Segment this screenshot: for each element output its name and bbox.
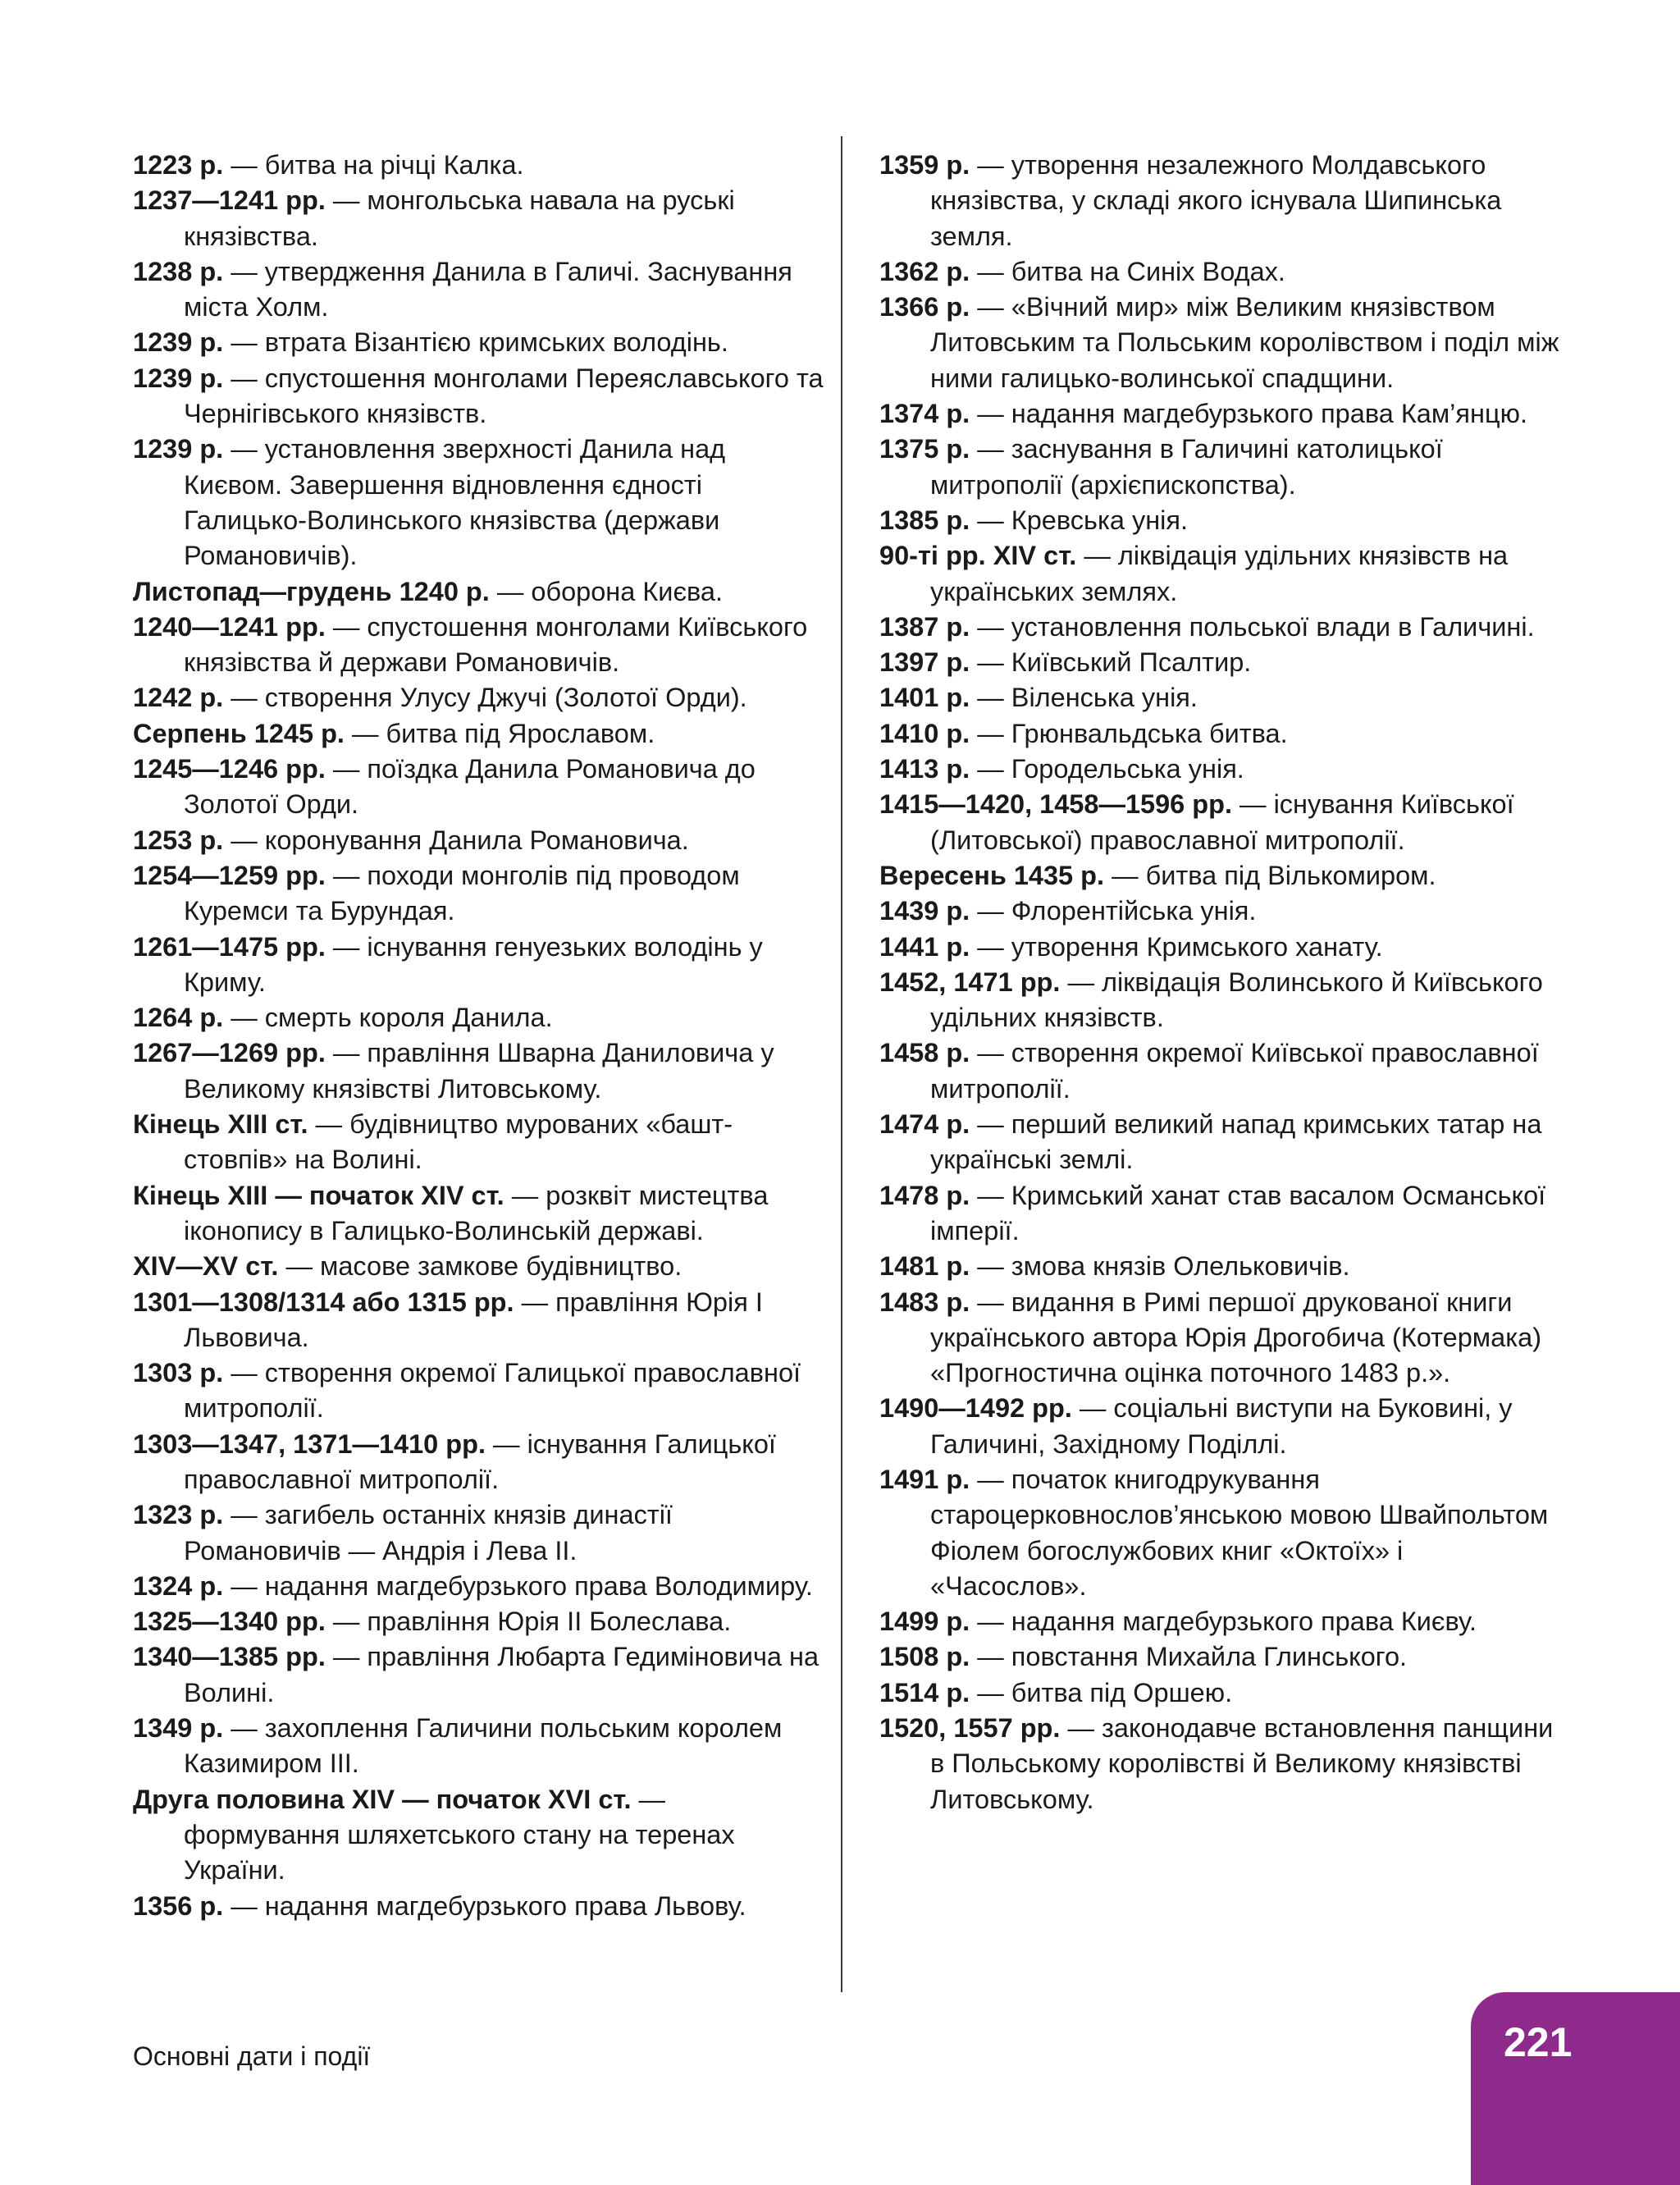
timeline-entry — [879, 396, 1560, 432]
entry-description: — спустошення монголами Переяславського та Чернігівського князівств. — [184, 363, 824, 429]
entry-date: 1483 р. — [879, 1287, 970, 1317]
timeline-entry — [133, 716, 826, 752]
footer-section-title: Основні дати і події — [133, 2041, 371, 2071]
entry-date: 1349 р. — [133, 1713, 224, 1744]
entry-description: — масове замкове будівництво. — [278, 1251, 682, 1282]
timeline-entry — [879, 787, 1560, 858]
timeline-entry — [133, 148, 826, 183]
entry-description: — утворення Кримського ханату. — [970, 931, 1383, 962]
entry-description: — Кревська унія. — [970, 505, 1189, 535]
timeline-entry — [133, 610, 826, 681]
entry-date: 1301—1308/1314 або 1315 рр. — [133, 1287, 514, 1317]
entry-date: 1324 р. — [133, 1570, 224, 1601]
entry-description: — монгольська навала на руські князівства. — [184, 185, 735, 251]
entry-description: — початок книгодрукування староцерковнослов’янською мовою Швайпольтом Фіолем богослужбових книг «Октоїх» і «Часослов». — [930, 1464, 1549, 1601]
timeline-entry — [879, 1178, 1560, 1250]
entry-date: 1303 р. — [133, 1358, 224, 1388]
entry-date: 1223 р. — [133, 150, 224, 180]
entry-description: — «Вічний мир» між Великим князівством Литовським та Польським королівством і поділ між ними галицько-волинської спадщини. — [930, 292, 1559, 393]
timeline-entry — [133, 680, 826, 715]
page-number-tab — [1471, 1992, 1680, 2185]
entry-description: — битва на Синіх Водах. — [970, 256, 1285, 286]
entry-date: 1253 р. — [133, 825, 224, 855]
entry-date: 1441 р. — [879, 931, 970, 962]
entry-description: — Віленська унія. — [970, 683, 1198, 713]
entry-date: 1240—1241 рр. — [133, 611, 326, 642]
entry-description: — ліквідація удільних князівств на українських землях. — [930, 541, 1509, 606]
entry-date: 1254—1259 рр. — [133, 860, 326, 890]
entry-description: — утвердження Данила в Галичі. Заснування міста Холм. — [184, 256, 792, 322]
timeline-entry — [879, 965, 1560, 1036]
page-number: 221 — [1504, 2019, 1573, 2065]
entry-date: 1239 р. — [133, 363, 224, 393]
timeline-entry — [133, 1000, 826, 1035]
entry-date: 1375 р. — [879, 434, 970, 464]
entry-date: 1439 р. — [879, 896, 970, 926]
timeline-entry — [133, 1782, 826, 1889]
entry-date: 1478 р. — [879, 1180, 970, 1210]
entry-date: 1474 р. — [879, 1109, 970, 1140]
entry-date: 1401 р. — [879, 683, 970, 713]
timeline-entry — [133, 1107, 826, 1178]
entry-date: 1514 р. — [879, 1677, 970, 1707]
entry-description: — спустошення монголами Київського князівства й держави Романовичів. — [184, 611, 808, 678]
timeline-entry — [133, 752, 826, 823]
entry-description: — перший великий напад кримських татар на українські землі. — [930, 1109, 1542, 1175]
timeline-entry — [133, 1035, 826, 1107]
entry-date: Серпень 1245 р. — [133, 718, 345, 748]
entry-description: — битва на річці Калка. — [223, 150, 524, 180]
entry-description: — смерть короля Данила. — [223, 1003, 553, 1033]
timeline-entry — [133, 1355, 826, 1427]
entry-description: — існування Київської (Литовської) православної митрополії. — [930, 789, 1514, 855]
timeline-entry — [133, 1249, 826, 1284]
entry-date: Листопад—грудень 1240 р. — [133, 576, 490, 606]
entry-date: 1356 р. — [133, 1890, 224, 1921]
timeline-entry — [133, 432, 826, 574]
timeline-entry — [879, 290, 1560, 396]
timeline-entry — [133, 1497, 826, 1569]
entry-description: — правління Шварна Даниловича у Великому князівстві Литовському. — [184, 1038, 774, 1104]
entry-description: — Флорентійська унія. — [970, 896, 1257, 926]
timeline-entry — [879, 610, 1560, 645]
timeline-entry — [879, 1675, 1560, 1711]
timeline-entry — [133, 930, 826, 1001]
entry-description: — оборона Києва. — [489, 576, 724, 606]
entry-description: — створення Улусу Джучі (Золотої Орди). — [223, 683, 747, 713]
entry-date: 1452, 1471 рр. — [879, 967, 1061, 997]
timeline-entry — [133, 1639, 826, 1711]
entry-description: — установлення польської влади в Галичині. — [970, 611, 1535, 642]
entry-date: 1415—1420, 1458—1596 рр. — [879, 789, 1233, 820]
timeline-entry — [879, 148, 1560, 254]
entry-date: Кінець XIII — початок XIV ст. — [133, 1180, 504, 1210]
entry-description: — захоплення Галичини польським королем Казимиром III. — [184, 1713, 783, 1779]
entry-description: — Городельська унія. — [970, 754, 1244, 784]
timeline-entry — [879, 680, 1560, 715]
entry-description: — установлення зверхності Данила над Києвом. Завершення відновлення єдності Галицько-Волинського князівства (держави Романовичів). — [184, 434, 726, 571]
timeline-entry — [133, 1711, 826, 1782]
entry-date: 1245—1246 рр. — [133, 754, 326, 784]
entry-description: — битва під Оршею. — [970, 1677, 1233, 1707]
timeline-entry — [879, 1285, 1560, 1392]
entry-date: 1340—1385 рр. — [133, 1642, 326, 1672]
timeline-entry — [879, 894, 1560, 929]
timeline-entry — [879, 858, 1560, 894]
entry-date: 1323 р. — [133, 1500, 224, 1530]
entry-date: 1374 р. — [879, 399, 970, 429]
column-divider — [841, 136, 842, 1992]
entry-description: — будівництво мурованих «башт-стовпів» на Волині. — [184, 1109, 733, 1175]
entry-description: — надання магдебурзького права Києву. — [970, 1607, 1477, 1637]
entry-description: — законодавче встановлення панщини в Польському королівстві й Великому князівстві Литовському. — [930, 1713, 1554, 1814]
entry-date: 1303—1347, 1371—1410 рр. — [133, 1428, 486, 1459]
timeline-entry — [133, 361, 826, 432]
timeline-entry — [133, 1889, 826, 1924]
timeline-entry — [879, 432, 1560, 503]
timeline-entry — [879, 254, 1560, 290]
entry-date: 1239 р. — [133, 434, 224, 464]
entry-date: 1238 р. — [133, 256, 224, 286]
timeline-entry — [879, 1639, 1560, 1675]
entry-date: 1387 р. — [879, 611, 970, 642]
entry-date: 1385 р. — [879, 505, 970, 535]
timeline-entry — [879, 1249, 1560, 1284]
entry-date: 1242 р. — [133, 683, 224, 713]
entry-date: Друга половина XIV — початок XVI ст. — [133, 1784, 632, 1814]
timeline-entry — [133, 254, 826, 326]
entry-description: — видання в Римі першої друкованої книги українського автора Юрія Дрогобича (Котермака) «Прогностична оцінка поточного 1483 р.». — [930, 1287, 1542, 1388]
entry-date: 1413 р. — [879, 754, 970, 784]
entry-date: 1362 р. — [879, 256, 970, 286]
timeline-entry — [133, 823, 826, 858]
entry-description: — надання магдебурзького права Кам’янцю. — [970, 399, 1527, 429]
entry-date: 1239 р. — [133, 327, 224, 358]
timeline-entry — [133, 1178, 826, 1250]
timeline-entry — [879, 1391, 1560, 1462]
entry-date: 1366 р. — [879, 292, 970, 322]
entry-date: Вересень 1435 р. — [879, 860, 1105, 890]
entry-description: — поїздка Данила Романовича до Золотої Орди. — [184, 754, 756, 820]
entry-description: — надання магдебурзького права Володимиру. — [223, 1570, 813, 1601]
entry-date: 1267—1269 рр. — [133, 1038, 326, 1068]
entry-date: Кінець XIII ст. — [133, 1109, 308, 1140]
timeline-entry — [879, 1711, 1560, 1817]
entry-description: — втрата Візантією кримських володінь. — [223, 327, 728, 358]
entry-description: — заснування в Галичині католицької митрополії (архієпископства). — [930, 434, 1443, 500]
timeline-entry — [879, 752, 1560, 787]
timeline-entry — [879, 503, 1560, 538]
entry-description: — існування генуезьких володінь у Криму. — [184, 931, 763, 997]
entry-date: 1264 р. — [133, 1003, 224, 1033]
entry-date: 1508 р. — [879, 1642, 970, 1672]
timeline-entry — [879, 1462, 1560, 1604]
timeline-entry — [879, 1107, 1560, 1178]
entry-description: — походи монголів під проводом Куремси та Бурундая. — [184, 860, 740, 926]
entry-description: — ліквідація Волинського й Київського удільних князівств. — [930, 967, 1543, 1033]
entry-date: XIV—XV ст. — [133, 1251, 279, 1282]
entry-date: 1481 р. — [879, 1251, 970, 1282]
entry-date: 1397 р. — [879, 647, 970, 678]
timeline-entry — [133, 1285, 826, 1356]
entry-date: 1325—1340 рр. — [133, 1607, 326, 1637]
timeline-entry — [879, 538, 1560, 610]
entry-date: 90-ті рр. XIV ст. — [879, 541, 1077, 571]
entry-description: — правління Любарта Гедиміновича на Волині. — [184, 1642, 819, 1707]
entry-description: — Київський Псалтир. — [970, 647, 1252, 678]
entry-date: 1359 р. — [879, 150, 970, 180]
entry-date: 1499 р. — [879, 1607, 970, 1637]
timeline-entry — [879, 716, 1560, 752]
entry-date: 1458 р. — [879, 1038, 970, 1068]
entry-description: — змова князів Олельковичів. — [970, 1251, 1350, 1282]
entry-date: 1491 р. — [879, 1464, 970, 1494]
entry-date: 1410 р. — [879, 718, 970, 748]
entry-description: — повстання Михайла Глинського. — [970, 1642, 1408, 1672]
entry-description: — створення окремої Київської православної митрополії. — [930, 1038, 1539, 1104]
timeline-entry — [879, 1604, 1560, 1639]
entry-description: — Кримський ханат став васалом Османської імперії. — [930, 1180, 1546, 1246]
entry-description: — загибель останніх князів династії Романовичів — Андрія і Лева II. — [184, 1500, 673, 1566]
entry-date: 1261—1475 рр. — [133, 931, 326, 962]
entry-description: — битва під Ярославом. — [344, 718, 655, 748]
timeline-entry — [879, 930, 1560, 965]
entry-description: — соціальні виступи на Буковині, у Галичині, Західному Поділлі. — [930, 1393, 1513, 1459]
entry-description: — правління Юрія І Львовича. — [184, 1287, 763, 1352]
entry-date: 1237—1241 рр. — [133, 185, 326, 216]
timeline-entry — [879, 645, 1560, 680]
entry-description: — створення окремої Галицької православної митрополії. — [184, 1358, 801, 1424]
timeline-entry — [133, 1569, 826, 1604]
timeline-entry — [133, 325, 826, 360]
entry-description: — розквіт мистецтва іконопису в Галицько-Волинській державі. — [184, 1180, 769, 1246]
timeline-entry — [879, 1035, 1560, 1107]
timeline-entry — [133, 1427, 826, 1498]
timeline-entry — [133, 574, 826, 610]
entry-description: — надання магдебурзького права Львову. — [223, 1890, 746, 1921]
entry-description: — існування Галицької православної митрополії. — [184, 1428, 776, 1494]
entry-description: — формування шляхетського стану на теренах України. — [184, 1784, 735, 1886]
timeline-entry — [133, 858, 826, 930]
entry-description: — утворення незалежного Молдавського князівства, у складі якого існувала Шипинська земля. — [930, 150, 1502, 251]
entry-date: 1520, 1557 рр. — [879, 1713, 1061, 1744]
entry-date: 1490—1492 рр. — [879, 1393, 1072, 1424]
entry-description: — правління Юрія II Болеслава. — [325, 1607, 732, 1637]
left-column — [133, 148, 826, 1924]
entry-description: — коронування Данила Романовича. — [223, 825, 689, 855]
timeline-entry — [133, 183, 826, 254]
timeline-entry — [133, 1604, 826, 1639]
entry-description: — Грюнвальдська битва. — [970, 718, 1288, 748]
entry-description: — битва під Вількомиром. — [1104, 860, 1436, 890]
right-column — [879, 148, 1560, 1817]
